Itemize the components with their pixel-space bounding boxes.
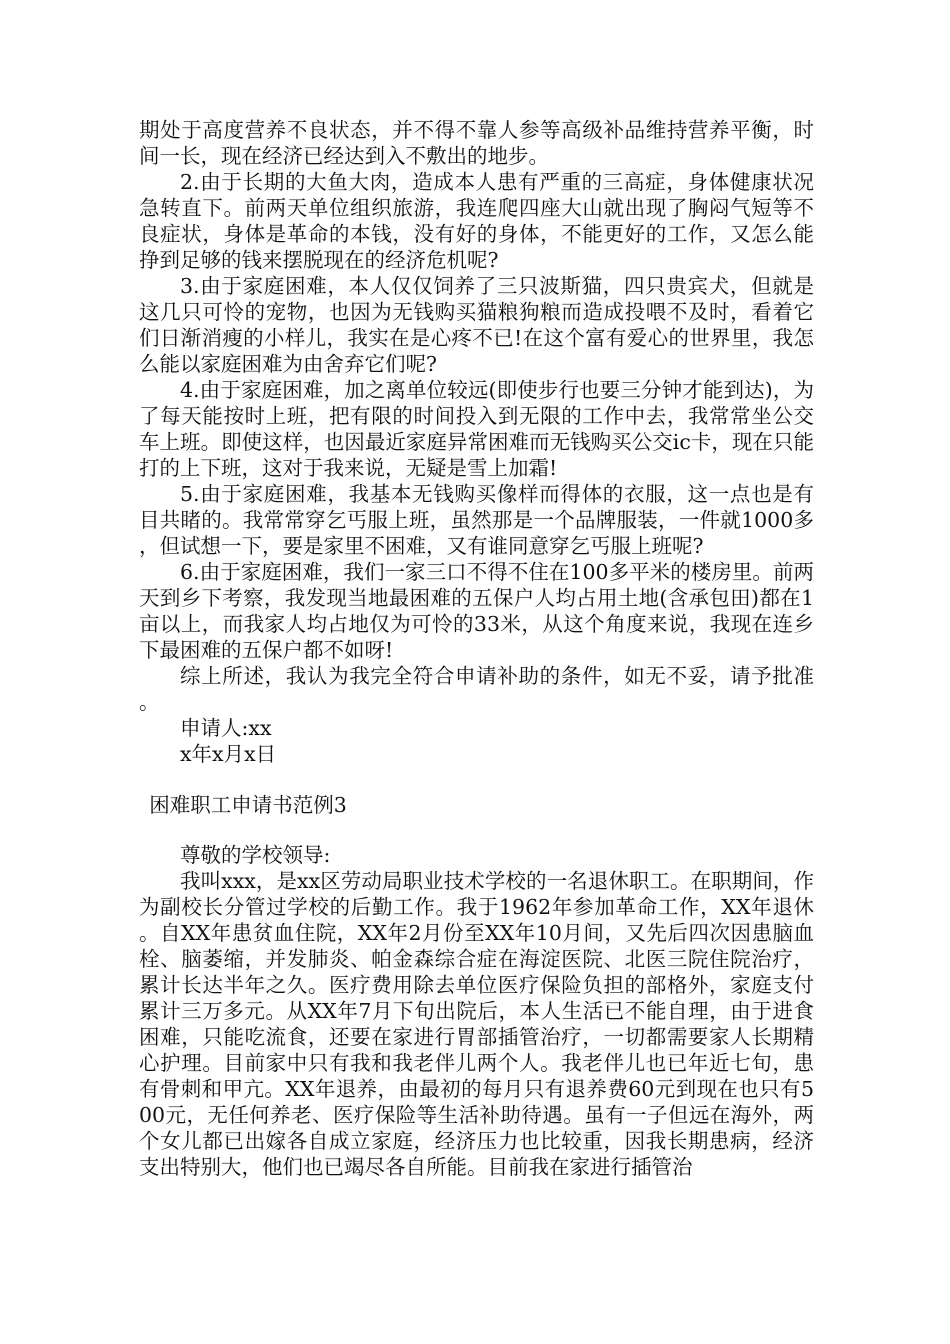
applicant-line: 申请人:xx (180, 716, 272, 740)
item-paragraph-3: 3.由于家庭困难，本人仅仅饲养了三只波斯猫，四只贵宾犬，但就是这几只可怜的宠物，也因为无钱购买猫粮狗粮而造成投喂不及时，看着它们日渐消瘦的小样儿，我实在是心疼不已!在这个富有爱心的世界里，我怎么能以家庭困难为由舍弃它们呢? (139, 274, 814, 376)
conclusion-paragraph: 综上所述，我认为我完全符合申请补助的条件，如无不妥，请予批准。 (139, 664, 814, 714)
item-paragraph-4: 4.由于家庭困难，加之离单位较远(即使步行也要三分钟才能到达)，为了每天能按时上班，把有限的时间投入到无限的工作中去，我常常坐公交车上班。即使这样，也因最近家庭异常困难而无钱购买公交ic卡，现在只能打的上下班，这对于我来说，无疑是雪上加霜! (139, 378, 814, 480)
body-paragraph: 我叫xxx，是xx区劳动局职业技术学校的一名退休职工。在职期间，作为副校长分管过学校的后勤工作。我于1962年参加革命工作，XX年退休。自XX年患贫血住院，XX年2月份至XX年10月间，又先后四次因患脑血栓、脑萎缩，并发肺炎、帕金森综合症在海淀医院、北医三院住院治疗，累计长达半年之久。医疗费用除去单位医疗保险负担的部格外，家庭支付累计三万多元。从XX年7月下旬出院后，本人生活已不能自理，由于进食困难，只能吃流食，还要在家进行胃部插管治疗，一切都需要家人长期精心护理。目前家中只有我和我老伴儿两个人。我老伴儿也已年近七旬，患有骨刺和甲亢。XX年退养，由最初的每月只有退养费60元到现在也只有500元，无任何养老、医疗保险等生活补助待遇。虽有一子但远在海外，两个女儿都已出嫁各自成立家庭，经济压力也比较重，因我长期患病，经济支出特别大，他们也已竭尽各自所能。目前我在家进行插管治 (139, 869, 814, 1179)
date-line: x年x月x日 (180, 742, 277, 766)
document-page (139, 117, 814, 1180)
salutation: 尊敬的学校领导: (180, 843, 331, 867)
continuation-paragraph: 期处于高度营养不良状态，并不得不靠人参等高级补品维持营养平衡，时间一长，现在经济已经达到入不敷出的地步。 (139, 118, 814, 168)
section-title: 困难职工申请书范例3 (149, 793, 347, 817)
item-paragraph-5: 5.由于家庭困难，我基本无钱购买像样而得体的衣服，这一点也是有目共睹的。我常常穿乞丐服上班，虽然那是一个品牌服装，一件就1000多，但试想一下，要是家里不困难，又有谁同意穿乞丐服上班呢? (139, 482, 814, 558)
item-paragraph-2: 2.由于长期的大鱼大肉，造成本人患有严重的三高症，身体健康状况急转直下。前两天单位组织旅游，我连爬四座大山就出现了胸闷气短等不良症状，身体是革命的本钱，没有好的身体，不能更好的工作，又怎么能挣到足够的钱来摆脱现在的经济危机呢? (139, 170, 814, 272)
item-paragraph-6: 6.由于家庭困难，我们一家三口不得不住在100多平米的楼房里。前两天到乡下考察，我发现当地最困难的五保户人均占用土地(含承包田)都在1亩以上，而我家人均占地仅为可怜的33米，从这个角度来说，我现在连乡下最困难的五保户都不如呀! (139, 560, 814, 662)
